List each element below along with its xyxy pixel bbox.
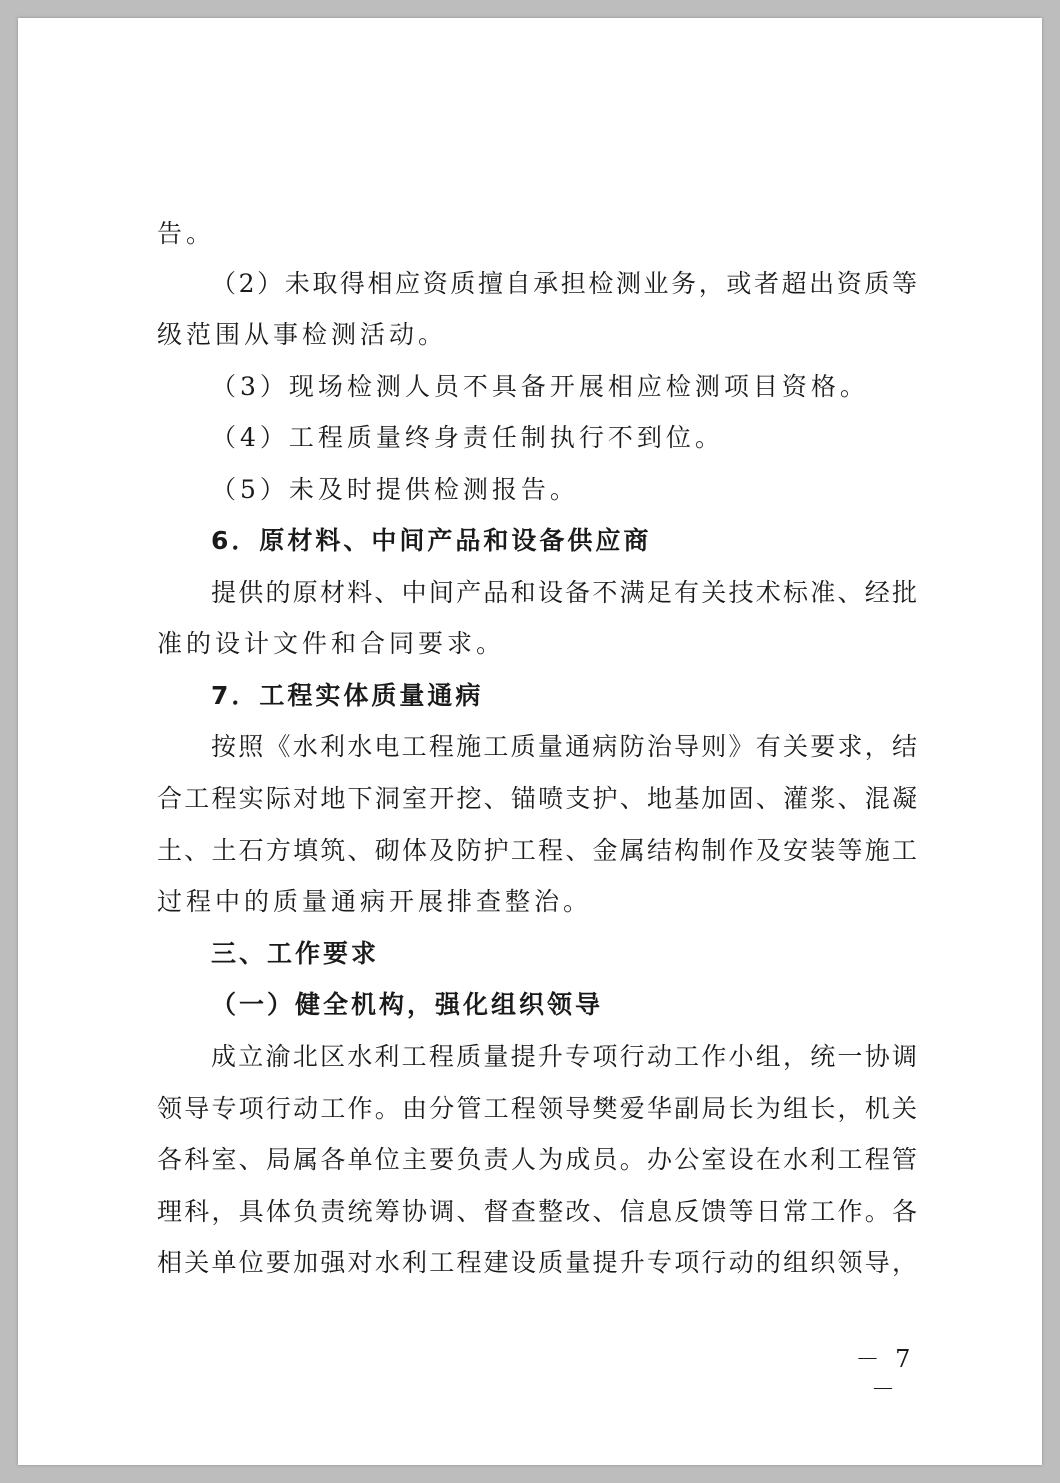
text-line: （2）未取得相应资质擅自承担检测业务，或者超出资质等 bbox=[211, 269, 917, 298]
text-line: 各科室、局属各单位主要负责人为成员。办公室设在水利工程管 bbox=[157, 1145, 917, 1174]
text-line: 领导专项行动工作。由分管工程领导樊爱华副局长为组长，机关 bbox=[157, 1094, 917, 1123]
text-line: 提供的原材料、中间产品和设备不满足有关技术标准、经批 bbox=[211, 578, 917, 607]
text-line: 合工程实际对地下洞室开挖、锚喷支护、地基加固、灌浆、混凝 bbox=[157, 784, 917, 813]
text-line: 级范围从事检测活动。 bbox=[157, 320, 448, 349]
text-line: 告。 bbox=[157, 219, 216, 248]
text-line: 准的设计文件和合同要求。 bbox=[157, 629, 506, 658]
text-line: （4）工程质量终身责任制执行不到位。 bbox=[211, 423, 724, 452]
section-heading: 6．原材料、中间产品和设备供应商 bbox=[211, 526, 652, 555]
text-line: （5）未及时提供检测报告。 bbox=[211, 475, 579, 504]
section-heading: 三、工作要求 bbox=[211, 939, 380, 968]
text-line: 按照《水利水电工程施工质量通病防治导则》有关要求，结 bbox=[211, 732, 917, 761]
text-line: 相关单位要加强对水利工程建设质量提升专项行动的组织领导， bbox=[157, 1248, 917, 1277]
text-line: 土、土石方填筑、砌体及防护工程、金属结构制作及安装等施工 bbox=[157, 836, 917, 865]
text-line: 过程中的质量通病开展排查整治。 bbox=[157, 887, 593, 916]
text-line: 成立渝北区水利工程质量提升专项行动工作小组，统一协调 bbox=[211, 1042, 917, 1071]
subsection-heading: （一）健全机构，强化组织领导 bbox=[211, 990, 604, 1019]
page-number: － 7 － bbox=[855, 1345, 915, 1403]
text-line: （3）现场检测人员不具备开展相应检测项目资格。 bbox=[211, 372, 869, 401]
text-line: 理科，具体负责统筹协调、督查整改、信息反馈等日常工作。各 bbox=[157, 1197, 917, 1226]
section-heading: 7．工程实体质量通病 bbox=[211, 681, 484, 710]
